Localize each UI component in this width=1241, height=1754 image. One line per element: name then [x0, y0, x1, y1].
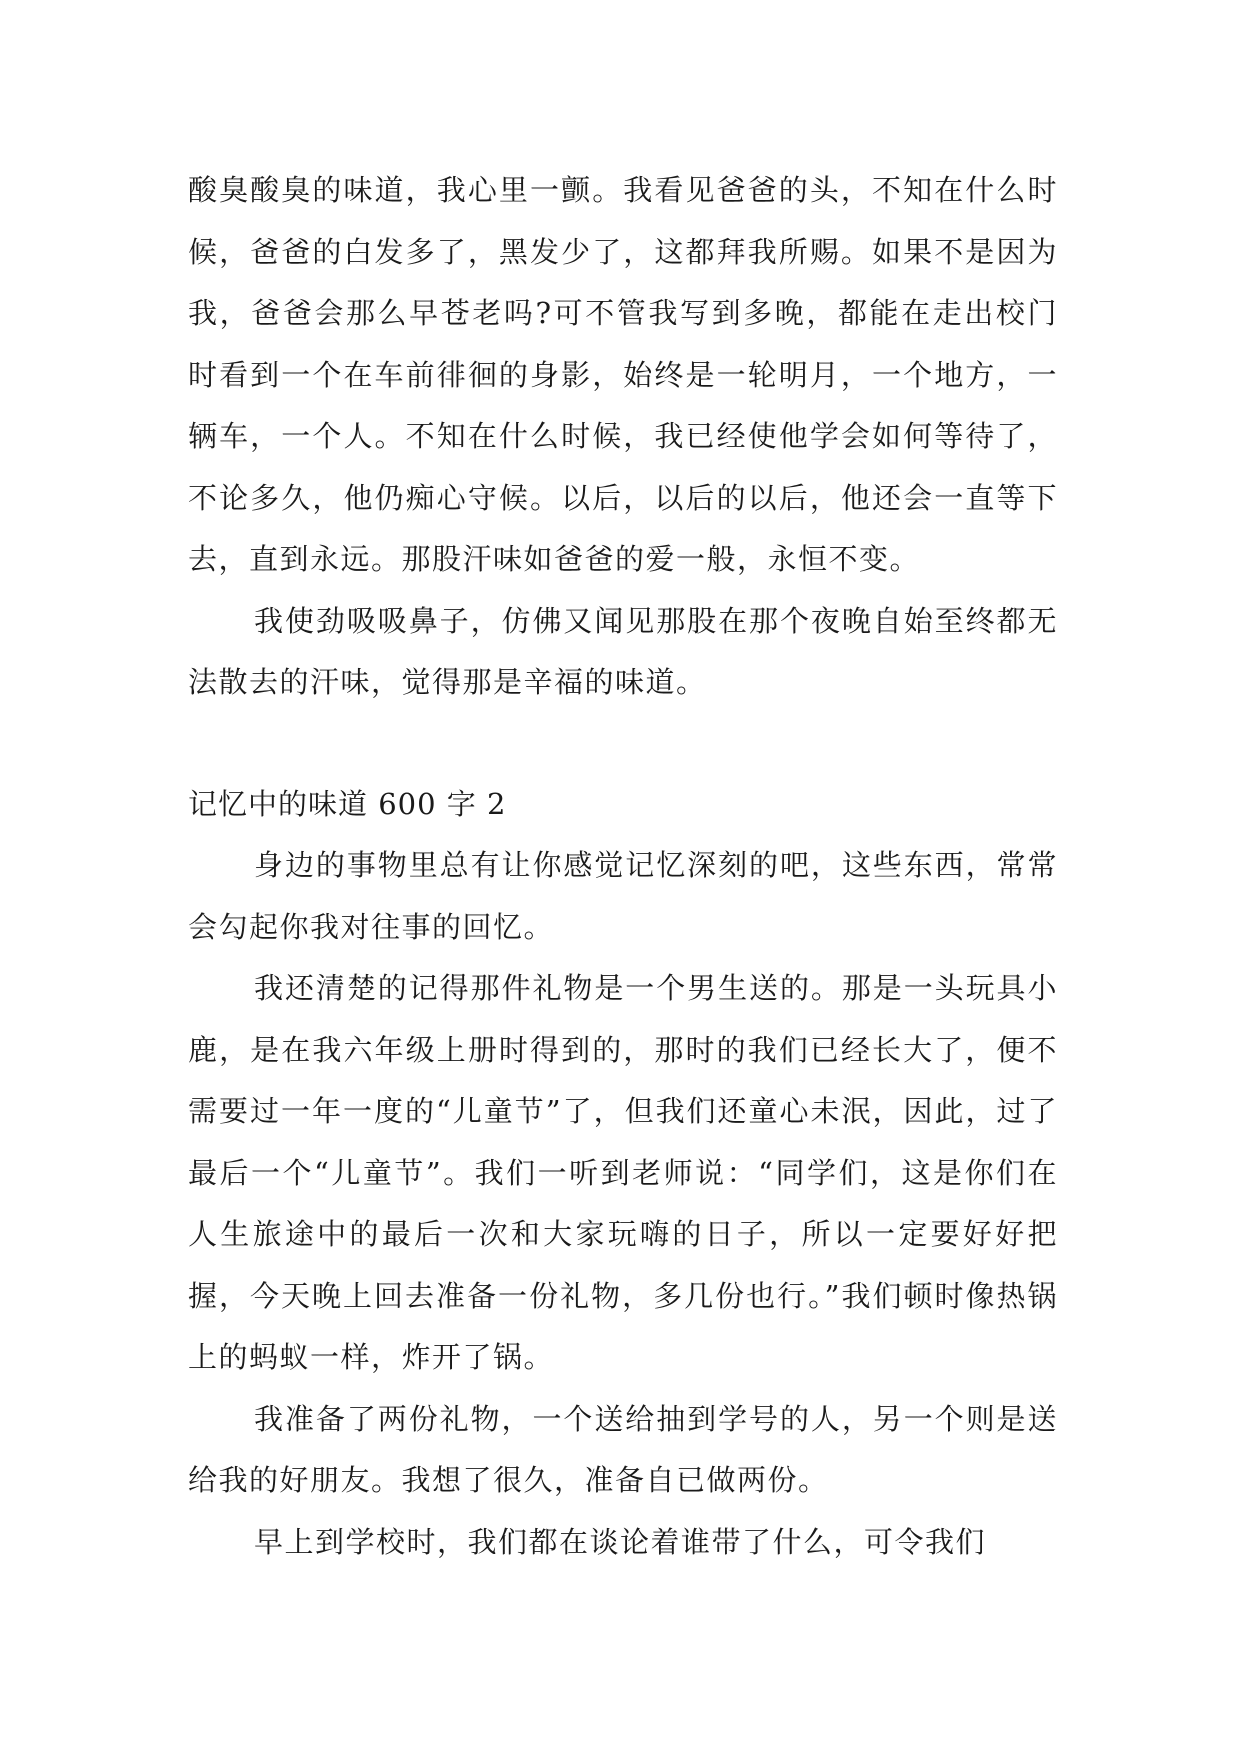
- paragraph: 我使劲吸吸鼻子，仿佛又闻见那股在那个夜晚自始至终都无法散去的汗味，觉得那是辛福的味道。: [188, 603, 1058, 699]
- paragraph: 我准备了两份礼物，一个送给抽到学号的人，另一个则是送给我的好朋友。我想了很久，准备自已做两份。: [188, 1401, 1058, 1497]
- paragraph: 身边的事物里总有让你感觉记忆深刻的吧，这些东西，常常会勾起你我对往事的回忆。: [188, 848, 1058, 944]
- paragraph: 我还清楚的记得那件礼物是一个男生送的。那是一头玩具小鹿，是在我六年级上册时得到的，那时的我们已经长大了，便不需要过一年一度的“儿童节”了，但我们还童心未泯，因此，过了最后一个“儿童节”。我们一听到老师说：“同学们，这是你们在人生旅途中的最后一次和大家玩嗨的日子，所以一定要好好把握，今天晚上回去准备一份礼物，多几份也行。”我们顿时像热锅上的蚂蚁一样，炸开了锅。: [188, 971, 1058, 1374]
- paragraph-continuation: 酸臭酸臭的味道，我心里一颤。我看见爸爸的头，不知在什么时候，爸爸的白发多了，黑发少了，这都拜我所赐。如果不是因为我，爸爸会那么早苍老吗?可不管我写到多晚，都能在走出校门时看到一个在车前徘徊的身影，始终是一轮明月，一个地方，一辆车，一个人。不知在什么时候，我已经使他学会如何等待了，不论多久，他仍痴心守候。以后，以后的以后，他还会一直等下去，直到永远。那股汗味如爸爸的爱一般，永恒不变。: [188, 173, 1058, 576]
- paragraph: 早上到学校时，我们都在谈论着谁带了什么，可令我们: [254, 1524, 987, 1559]
- section-title: 记忆中的味道 600 字 2: [188, 786, 507, 821]
- document-body: [188, 160, 1058, 1573]
